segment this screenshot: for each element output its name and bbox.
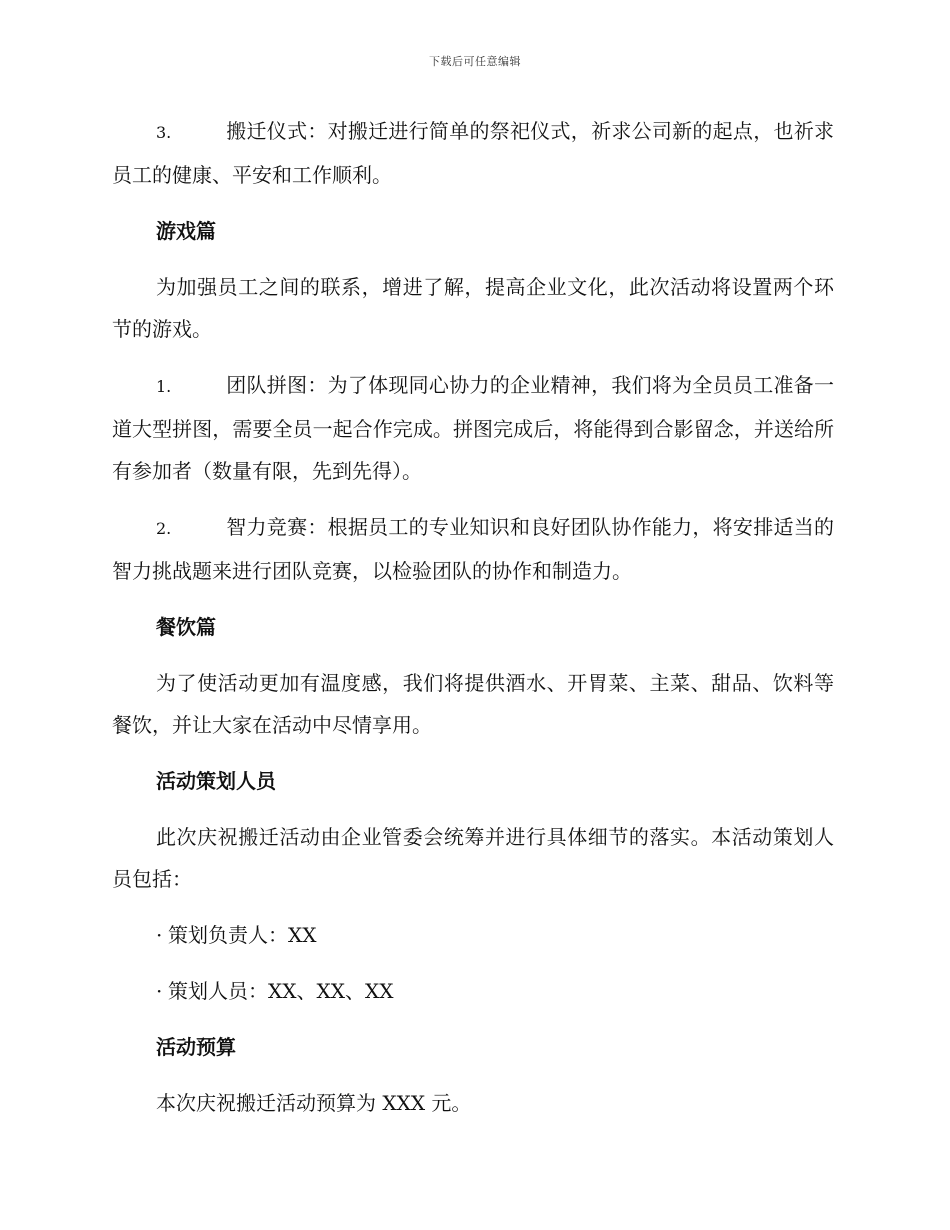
paragraph-games-intro: 为加强员工之间的联系，增进了解，提高企业文化，此次活动将设置两个环节的游戏。 <box>112 275 834 341</box>
bullet-icon: · <box>156 979 163 1003</box>
paragraph-text: 搬迁仪式：对搬迁进行简单的祭祀仪式，祈求公司新的起点，也祈求员工的健康、平安和工作顺利。 <box>112 119 834 187</box>
section-heading-planners: 活动策划人员 <box>156 769 276 793</box>
list-item-text: 策划负责人：XX <box>168 923 317 947</box>
paragraph-quiz-contest <box>112 506 834 592</box>
section-heading-budget: 活动预算 <box>156 1035 236 1059</box>
paragraph-dining: 为了使活动更加有温度感，我们将提供酒水、开胃菜、主菜、甜品、饮料等餐饮，并让大家在活动中尽情享用。 <box>112 671 834 737</box>
paragraph-relocation-ceremony <box>112 110 834 196</box>
list-number: 2. <box>156 519 172 538</box>
section-heading-dining: 餐饮篇 <box>156 615 216 639</box>
paragraph-budget: 本次庆祝搬迁活动预算为 XXX 元。 <box>156 1091 472 1115</box>
section-heading-games: 游戏篇 <box>156 219 216 243</box>
page-header: 下载后可任意编辑 <box>429 55 521 68</box>
list-number: 1. <box>156 377 172 396</box>
list-item-text: 策划人员：XX、XX、XX <box>168 979 394 1003</box>
document-body <box>112 110 834 1138</box>
list-number: 3. <box>156 123 172 142</box>
paragraph-text: 智力竞赛：根据员工的专业知识和良好团队协作能力，将安排适当的智力挑战题来进行团队竞赛，以检验团队的协作和制造力。 <box>112 515 834 583</box>
list-item <box>112 914 834 956</box>
list-item <box>112 970 834 1012</box>
paragraph-team-puzzle <box>112 364 834 492</box>
paragraph-planners-intro: 此次庆祝搬迁活动由企业管委会统筹并进行具体细节的落实。本活动策划人员包括： <box>112 825 834 891</box>
bullet-icon: · <box>156 923 163 947</box>
paragraph-text: 团队拼图：为了体现同心协力的企业精神，我们将为全员员工准备一道大型拼图，需要全员一起合作完成。拼图完成后，将能得到合影留念，并送给所有参加者（数量有限，先到先得）。 <box>112 373 834 483</box>
